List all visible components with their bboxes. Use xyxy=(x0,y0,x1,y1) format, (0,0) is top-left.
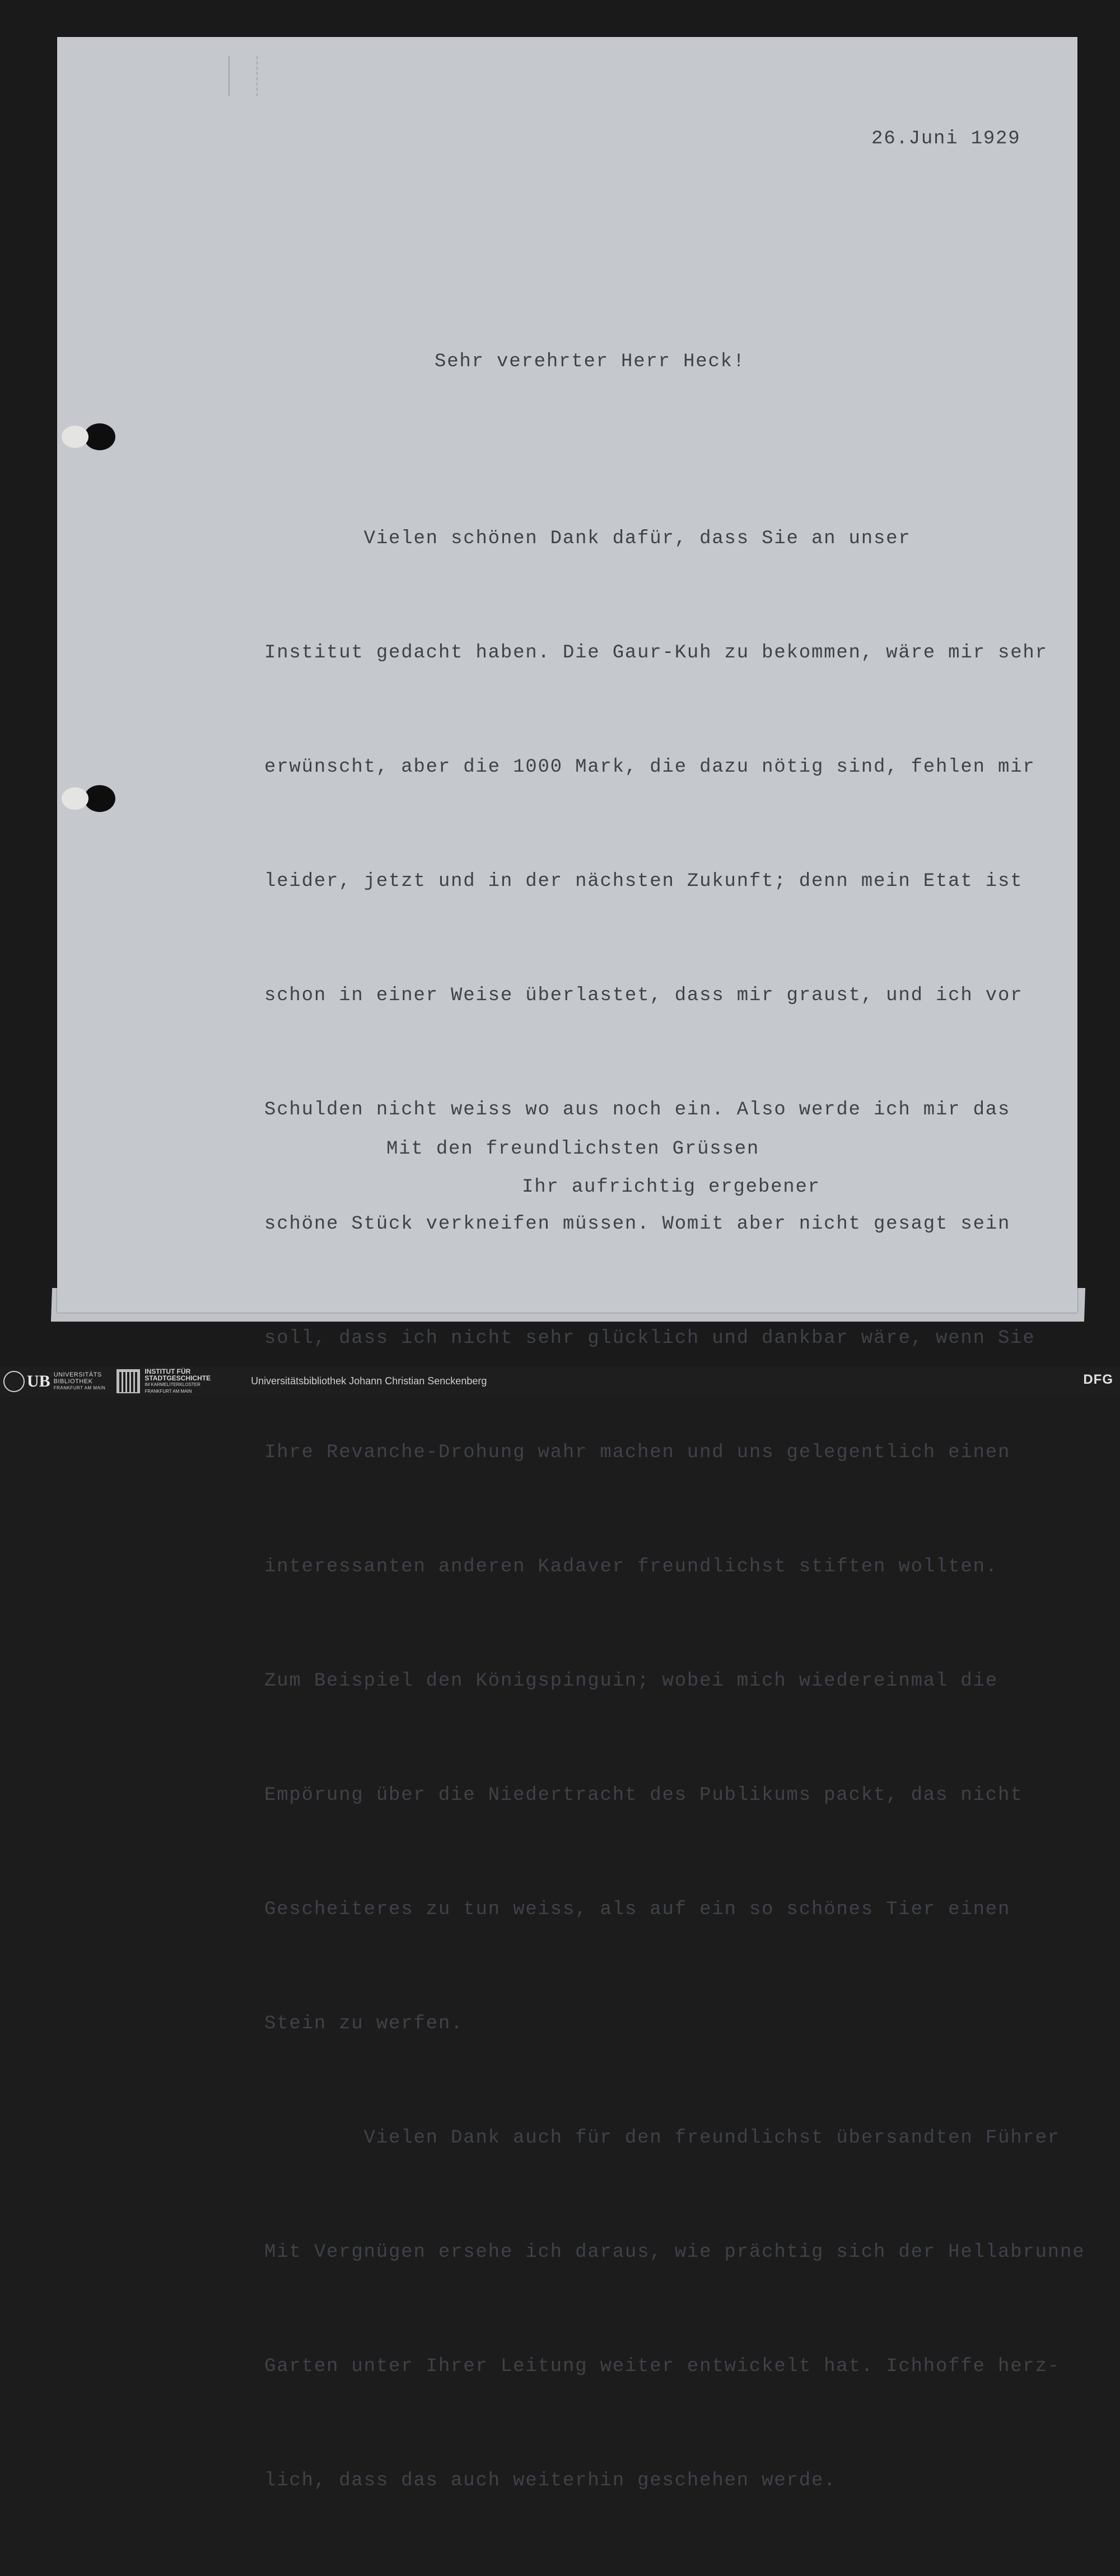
body-line: interessanten anderen Kadaver freundlichst stiften wollten. xyxy=(264,1556,998,1578)
ub-logo-link[interactable] xyxy=(3,1369,105,1394)
isg-logo-link[interactable] xyxy=(116,1369,211,1394)
ub-sub-line: FRANKFURT AM MAIN xyxy=(53,1385,106,1390)
isg-line: INSTITUT FÜR xyxy=(144,1367,191,1375)
isg-logo-text xyxy=(144,1368,211,1395)
columned-building-icon xyxy=(116,1369,140,1393)
body-line: Institut gedacht haben. Die Gaur-Kuh zu bekommen, wäre mir sehr xyxy=(264,642,1048,664)
body-line: Vielen Dank auch für den freundlichst übersandten Führer xyxy=(264,2127,1061,2149)
body-line: lich, dass das auch weiterhin geschehen werde. xyxy=(264,2470,837,2491)
body-line: Gescheiteres zu tun weiss, als auf ein so schönes Tier einen xyxy=(264,1899,1011,1920)
ub-logo-text: UB xyxy=(27,1371,50,1390)
letter-salutation: Sehr verehrter Herr Heck! xyxy=(435,351,746,372)
letter-body xyxy=(264,444,1085,2576)
margin-marks xyxy=(228,56,258,96)
university-seal-icon xyxy=(3,1371,25,1392)
letter-closing: Mit den freundlichsten Grüssen xyxy=(386,1138,760,1160)
letter-date: 26.Juni 1929 xyxy=(871,128,1021,150)
letter-signature-line: Ihr aufrichtig ergebener xyxy=(522,1177,820,1198)
body-line: Mit Vergnügen ersehe ich daraus, wie prächtig sich der Hellabrunne xyxy=(264,2242,1085,2263)
dfg-logo-link[interactable]: DFG xyxy=(1083,1372,1113,1387)
body-line: Stein zu werfen. xyxy=(264,2013,464,2034)
isg-line: IM KARMELITERKLOSTER xyxy=(144,1382,200,1387)
body-line: Empörung über die Niedertracht des Publikums packt, das nicht xyxy=(264,1785,1023,1806)
body-line: Ihre Revanche-Drohung wahr machen und uns gelegentlich einen xyxy=(264,1442,1011,1463)
ub-sub-line: UNIVERSITÄTS xyxy=(53,1371,102,1378)
punch-hole-top xyxy=(84,423,115,450)
ub-logo-subtitle xyxy=(54,1371,106,1392)
punch-hole-bottom xyxy=(84,785,115,812)
footer-title: Universitätsbibliothek Johann Christian Senckenberg xyxy=(251,1375,487,1387)
isg-line: STADTGESCHICHTE xyxy=(144,1374,211,1382)
body-line: Schulden nicht weiss wo aus noch ein. Also werde ich mir das xyxy=(264,1099,1011,1121)
body-line: erwünscht, aber die 1000 Mark, die dazu nötig sind, fehlen mir xyxy=(264,757,1035,778)
body-line: Vielen schönen Dank dafür, dass Sie an unser xyxy=(264,528,911,549)
body-line: schöne Stück verkneifen müssen. Womit aber nicht gesagt sein xyxy=(264,1214,1011,1235)
body-line: Garten unter Ihrer Leitung weiter entwickelt hat. Ichhoffe herz- xyxy=(264,2356,1061,2377)
isg-line: FRANKFURT AM MAIN xyxy=(144,1388,192,1394)
viewer-footer xyxy=(0,1366,1120,1396)
ub-sub-line: BIBLIOTHEK xyxy=(53,1378,93,1385)
body-line: soll, dass ich nicht sehr glücklich und dankbar wäre, wenn Sie xyxy=(264,1328,1035,1349)
body-line: schon in einer Weise überlastet, dass mir graust, und ich vor xyxy=(264,985,1023,1006)
body-line: leider, jetzt und in der nächsten Zukunft; denn mein Etat ist xyxy=(264,871,1023,892)
body-line: Zum Beispiel den Königspinguin; wobei mich wiedereinmal die xyxy=(264,1670,998,1692)
